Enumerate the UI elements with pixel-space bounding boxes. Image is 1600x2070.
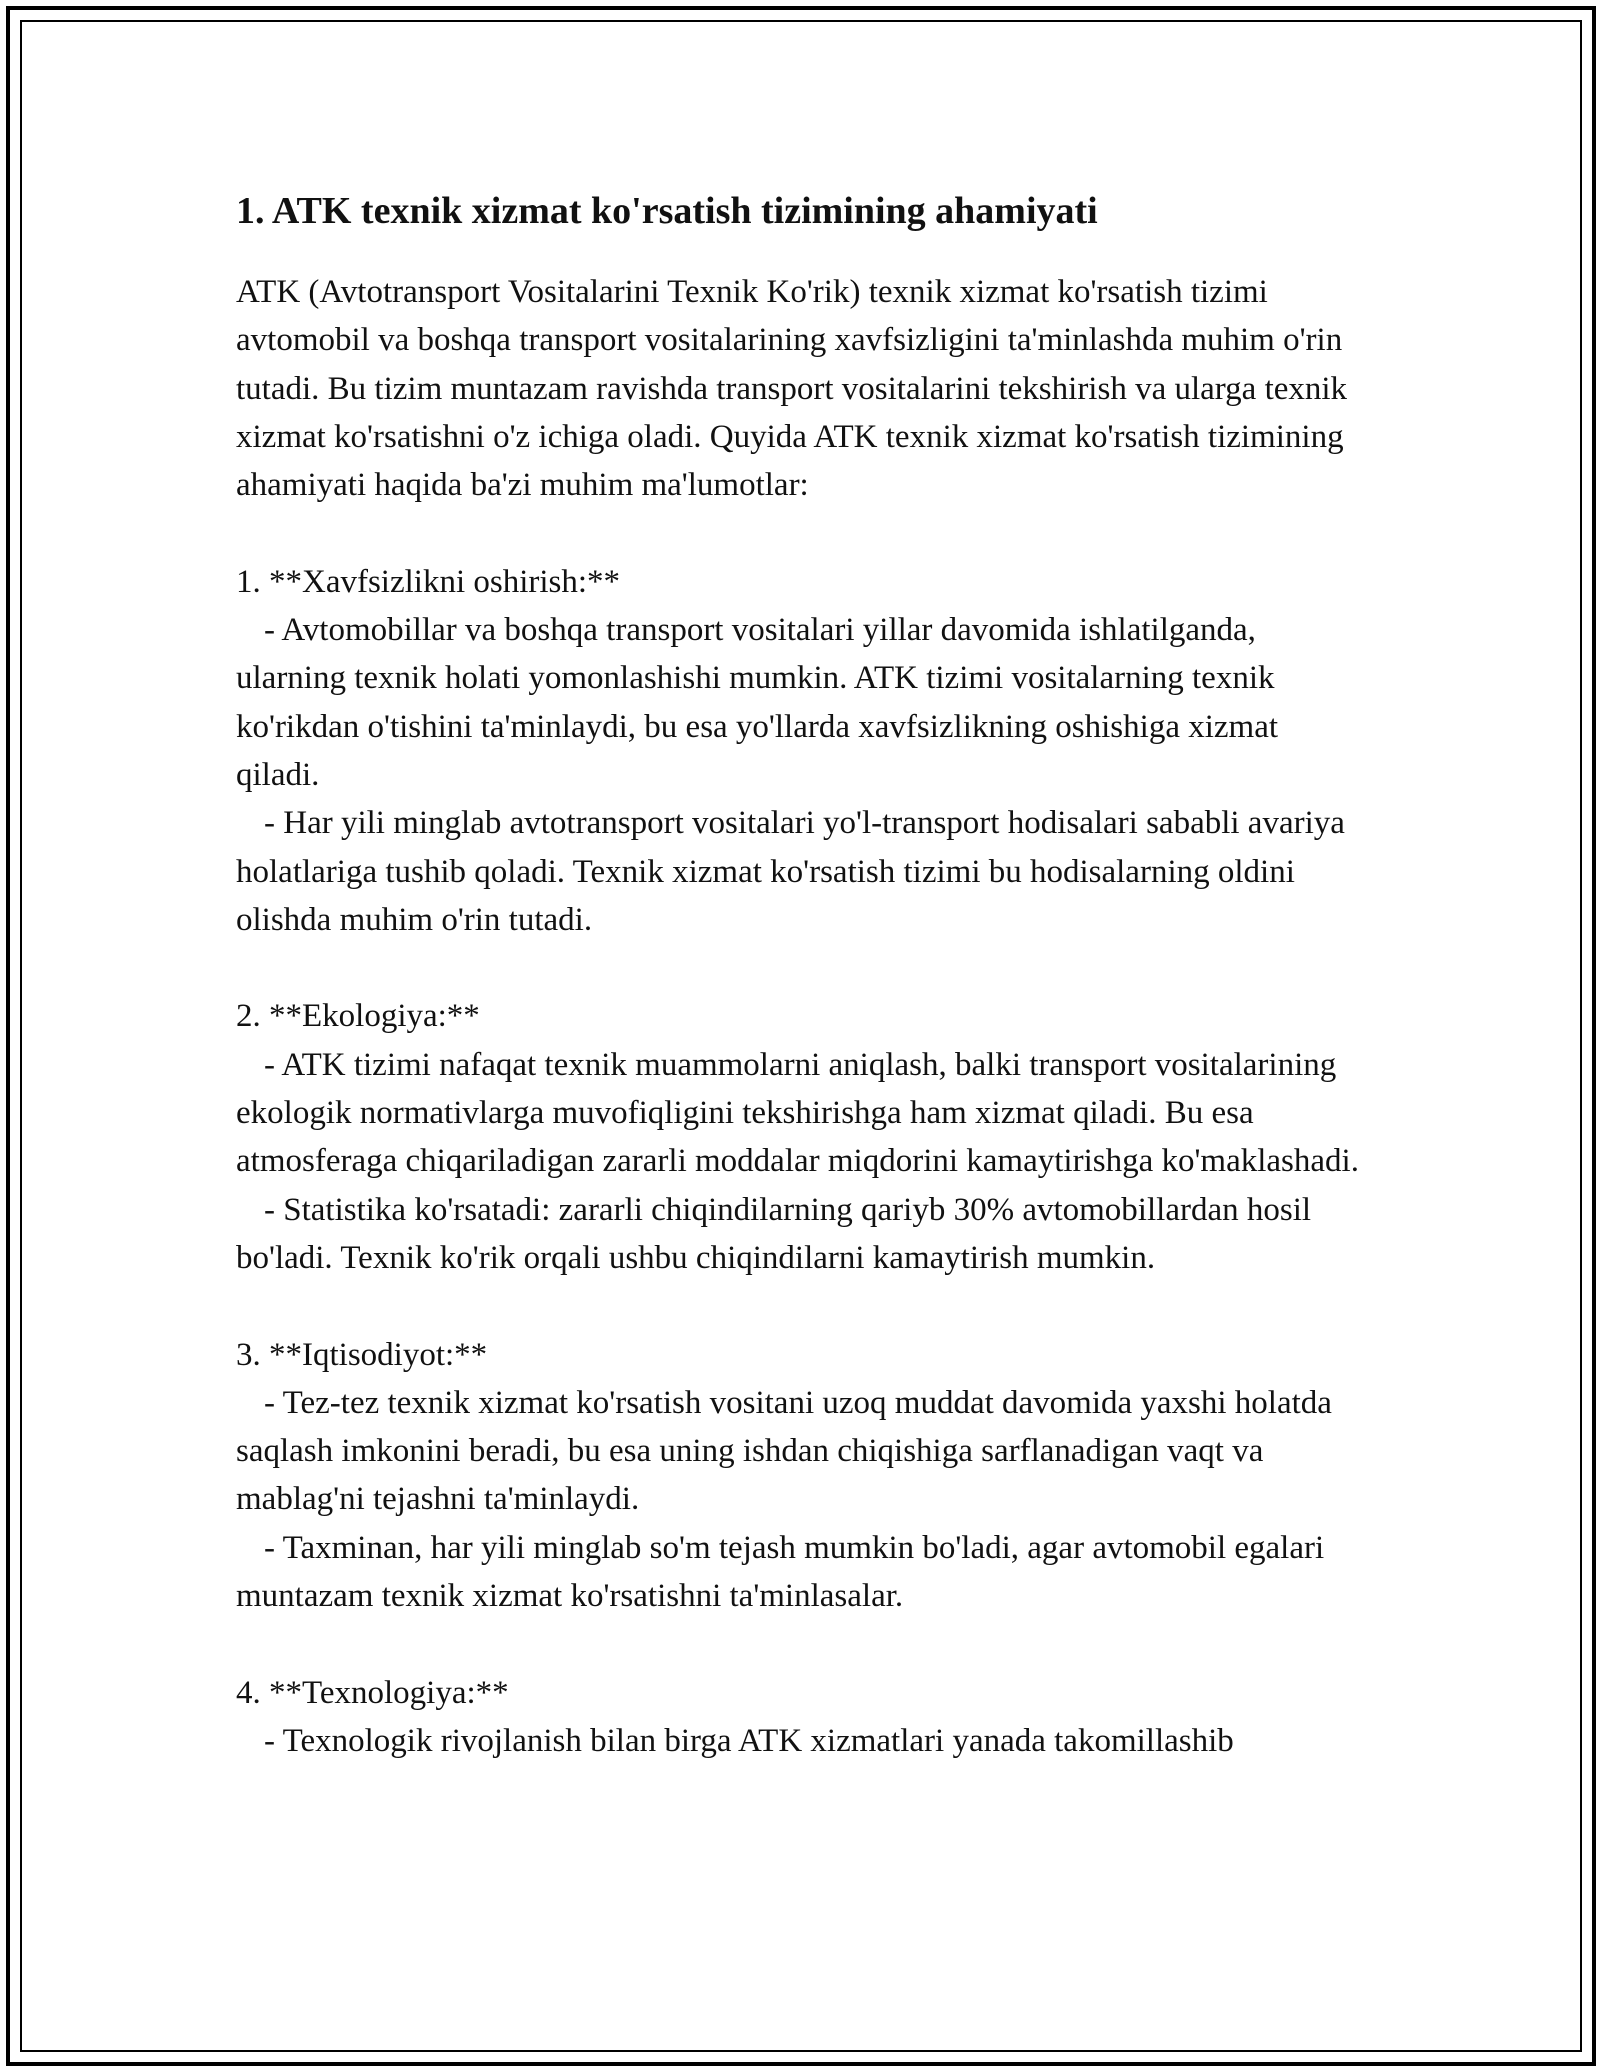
- section-heading: 3. **Iqtisodiyot:**: [236, 1336, 488, 1373]
- section-heading: 1. **Xavfsizlikni oshirish:**: [236, 563, 621, 600]
- section-bullet: - Statistika ko'rsatadi: zararli chiqindilarning qariyb 30% avtomobillardan hosil bo'ladi. Texnik ko'rik orqali ushbu chiqindilarni kamaytirish mumkin.: [236, 1191, 1320, 1276]
- section-safety: [236, 558, 1366, 944]
- section-bullet: - ATK tizimi nafaqat texnik muammolarni aniqlash, balki transport vositalarining ekologik normativlarga muvofiqligini tekshirishga ham xizmat qiladi. Bu esa atmosferaga chiqariladigan zararli moddalar miqdorini kamaytirishga ko'maklashadi.: [236, 1046, 1359, 1180]
- section-bullet: - Tez-tez texnik xizmat ko'rsatish vositani uzoq muddat davomida yaxshi holatda saqlash imkonini beradi, bu esa uning ishdan chiqishiga sarflanadigan vaqt va mablag'ni tejashni ta'minlaydi.: [236, 1384, 1341, 1518]
- spacer: [236, 509, 1366, 557]
- section-technology: [236, 1669, 1366, 1766]
- document-title: 1. ATK texnik xizmat ko'rsatish tizimining ahamiyati: [236, 190, 1098, 232]
- spacer: [236, 1282, 1366, 1330]
- section-ecology: [236, 992, 1366, 1282]
- section-heading: 4. **Texnologiya:**: [236, 1674, 509, 1711]
- section-bullet: - Texnologik rivojlanish bilan birga ATK xizmatlari yanada takomillashib: [264, 1722, 1234, 1759]
- section-heading: 2. **Ekologiya:**: [236, 998, 480, 1035]
- section-bullet: - Taxminan, har yili minglab so'm tejash mumkin bo'ladi, agar avtomobil egalari muntazam texnik xizmat ko'rsatishni ta'minlasalar.: [236, 1529, 1333, 1615]
- section-bullet: - Avtomobillar va boshqa transport vositalari yillar davomida ishlatilganda, ularning texnik holati yomonlashishi mumkin. ATK tizimi vositalarning texnik ko'rikdan o'tishini ta'minlaydi, bu esa yo'llarda xavfsizlikning oshishiga xizmat qiladi.: [236, 612, 1287, 793]
- document-body: [236, 186, 1366, 1765]
- section-economy: [236, 1331, 1366, 1621]
- section-bullet: - Har yili minglab avtotransport vositalari yo'l-transport hodisalari sababli avariya holatlariga tushib qoladi. Texnik xizmat ko'rsatish tizimi bu hodisalarning oldini olishda muhim o'rin tutadi.: [236, 805, 1354, 938]
- intro-paragraph: ATK (Avtotransport Vositalarini Texnik Ko'rik) texnik xizmat ko'rsatish tizimi avtomobil va boshqa transport vositalarining xavfsizligini ta'minlashda muhim o'rin tutadi. Bu tizim muntazam ravishda transport vositalarini tekshirish va ularga texnik xizmat ko'rsatishni o'z ichiga oladi. Quyida ATK texnik xizmat ko'rsatish tizimining ahamiyati haqida ba'zi muhim ma'lumotlar:: [236, 274, 1348, 504]
- spacer: [236, 944, 1366, 992]
- spacer: [236, 1620, 1366, 1668]
